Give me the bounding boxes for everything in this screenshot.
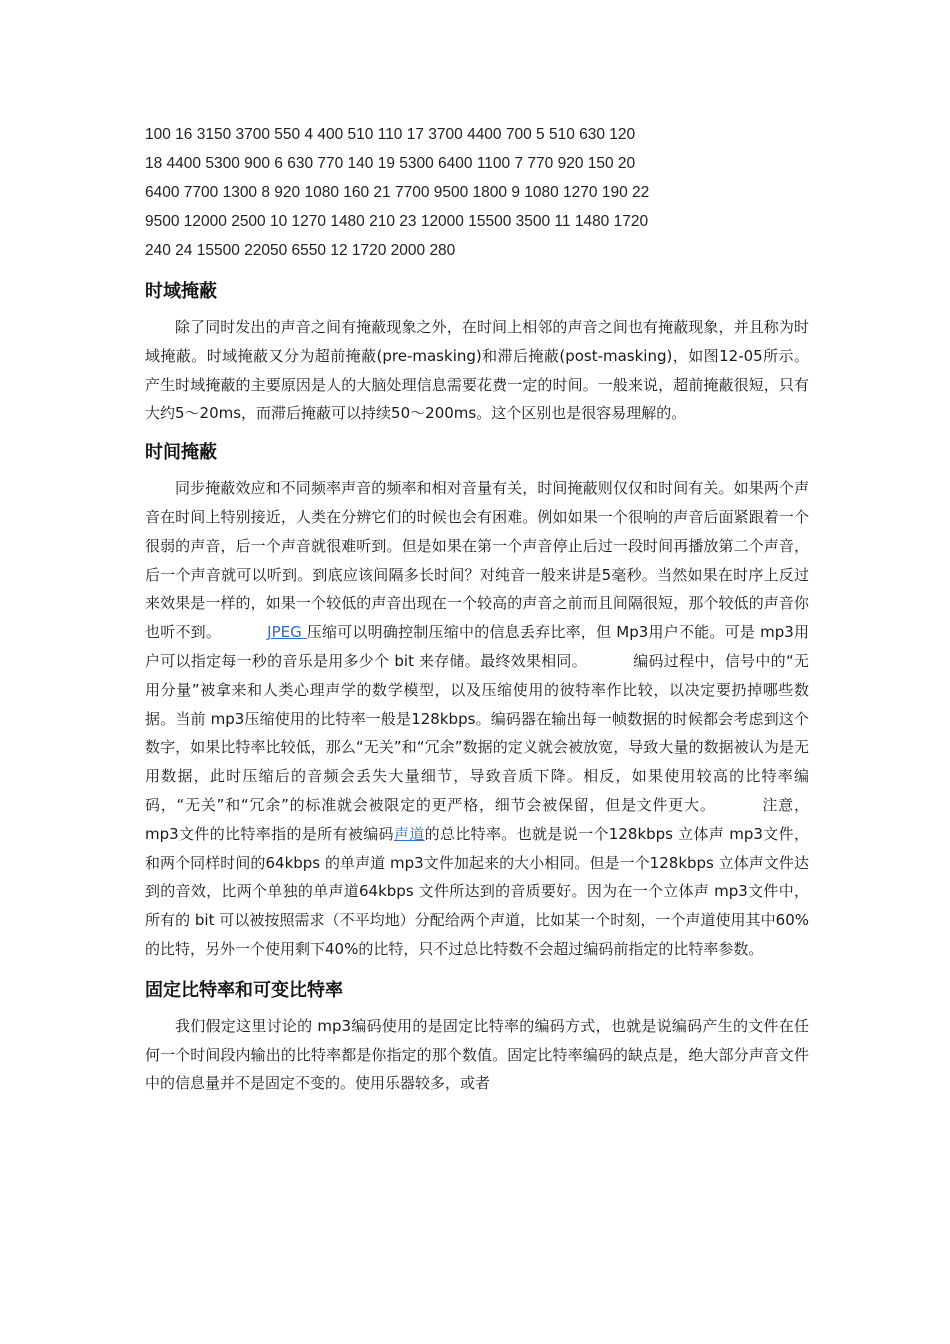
table-line: 100 16 3150 3700 550 4 400 510 110 17 3700 4400 700 5 510 630 120 — [145, 126, 636, 143]
section-heading-temporal-masking: 时域掩蔽 — [145, 281, 217, 302]
paragraph-text: 同步掩蔽效应和不同频率声音的频率和相对音量有关，时间掩蔽则仅仅和时间有关。如果两个声音在时间上特别接近，人类在分辨它们的时候也会有困难。例如如果一个很响的声音后面紧跟着一个很弱的声音，后一个声音就很难听到。但是如果在第一个声音停止后过一段时间再播放第二个声音，后一个声音就可以听到。到底应该间隔多长时间？对纯音一般来讲是5毫秒。当然如果在时序上反过来效果是一样的，如果一个较低的声音出现在一个较高的声音之前而且间隔很短，那个较低的声音你也听不到。 — [145, 479, 809, 642]
paragraph-text: 编码过程中，信号中的“无用分量”被拿来和人类心理声学的数学模型，以及压缩使用的彼特率作比较，以决定要扔掉哪些数据。当前 mp3压缩使用的比特率一般是128kbps。编码器在输出每一帧数据的时候都会考虑到这个数字，如果比特率比较低，那么“无关”和“冗余”数据的定义就会被放宽，导致大量的数据被认为是无用数据，此时压缩后的音频会丢失大量细节，导致音质下降。相反，如果使用较高的比特率编码，“无关”和“冗余”的标准就会被限定的更严格，细节会被保留，但是文件更大。 — [145, 651, 809, 814]
section-heading-time-masking: 时间掩蔽 — [145, 442, 217, 464]
document-page — [145, 120, 809, 1102]
paragraph-bitrate: 我们假定这里讨论的 mp3编码使用的是固定比特率的编码方式，也就是说编码产生的文件在任何一个时间段内输出的比特率都是你指定的那个数值。固定比特率编码的缺点是，绝大部分声音文件中的信息量并不是固定不变的。使用乐器较多，或者 — [145, 1016, 809, 1093]
paragraph-time-masking — [145, 474, 809, 964]
paragraph-text: 的总比特率。也就是说一个128kbps 立体声 mp3文件，和两个同样时间的64kbps 的单声道 mp3文件加起来的大小相同。但是一个128kbps 立体声文件达到的音效，比两个单独的单声道64kbps 文件所达到的音质要好。因为在一个立体声 mp3文件中，所有的 bit 可以被按照需求（不平均地）分配给两个声道，比如某一个时刻，一个声道使用其中60%的比特，另外一个使用剩下40%的比特，只不过总比特数不会超过编码前指定的比特率参数。 — [145, 824, 809, 958]
paragraph-text: 注意，mp3文件的比特率指的是所有被编码 — [145, 795, 809, 843]
section-heading-bitrate: 固定比特率和可变比特率 — [145, 979, 343, 1001]
jpeg-link[interactable]: JPEG — [267, 623, 307, 642]
table-line: 9500 12000 2500 10 1270 1480 210 23 12000 15500 3500 11 1480 1720 — [145, 213, 649, 230]
table-line: 6400 7700 1300 8 920 1080 160 21 7700 9500 1800 9 1080 1270 190 22 — [145, 184, 650, 201]
table-line: 18 4400 5300 900 6 630 770 140 19 5300 6400 1100 7 770 920 150 20 — [145, 155, 636, 172]
table-line: 240 24 15500 22050 6550 12 1720 2000 280 — [145, 242, 456, 259]
channel-link[interactable]: 声道 — [393, 824, 425, 843]
frequency-table — [145, 120, 809, 265]
paragraph-temporal-masking: 除了同时发出的声音之间有掩蔽现象之外，在时间上相邻的声音之间也有掩蔽现象，并且称为时域掩蔽。时域掩蔽又分为超前掩蔽(pre-masking)和滞后掩蔽(post-masking)，如图12-05所示。产生时域掩蔽的主要原因是人的大脑处理信息需要花费一定的时间。一般来说，超前掩蔽很短，只有大约5～20ms，而滞后掩蔽可以持续50～200ms。这个区别也是很容易理解的。 — [145, 318, 809, 423]
paragraph-text: 压缩可以明确控制压缩中的信息丢弃比率，但 Mp3用户不能。可是 mp3用户可以指定每一秒的音乐是用多少个 bit 来存储。最终效果相同。 — [145, 623, 809, 670]
